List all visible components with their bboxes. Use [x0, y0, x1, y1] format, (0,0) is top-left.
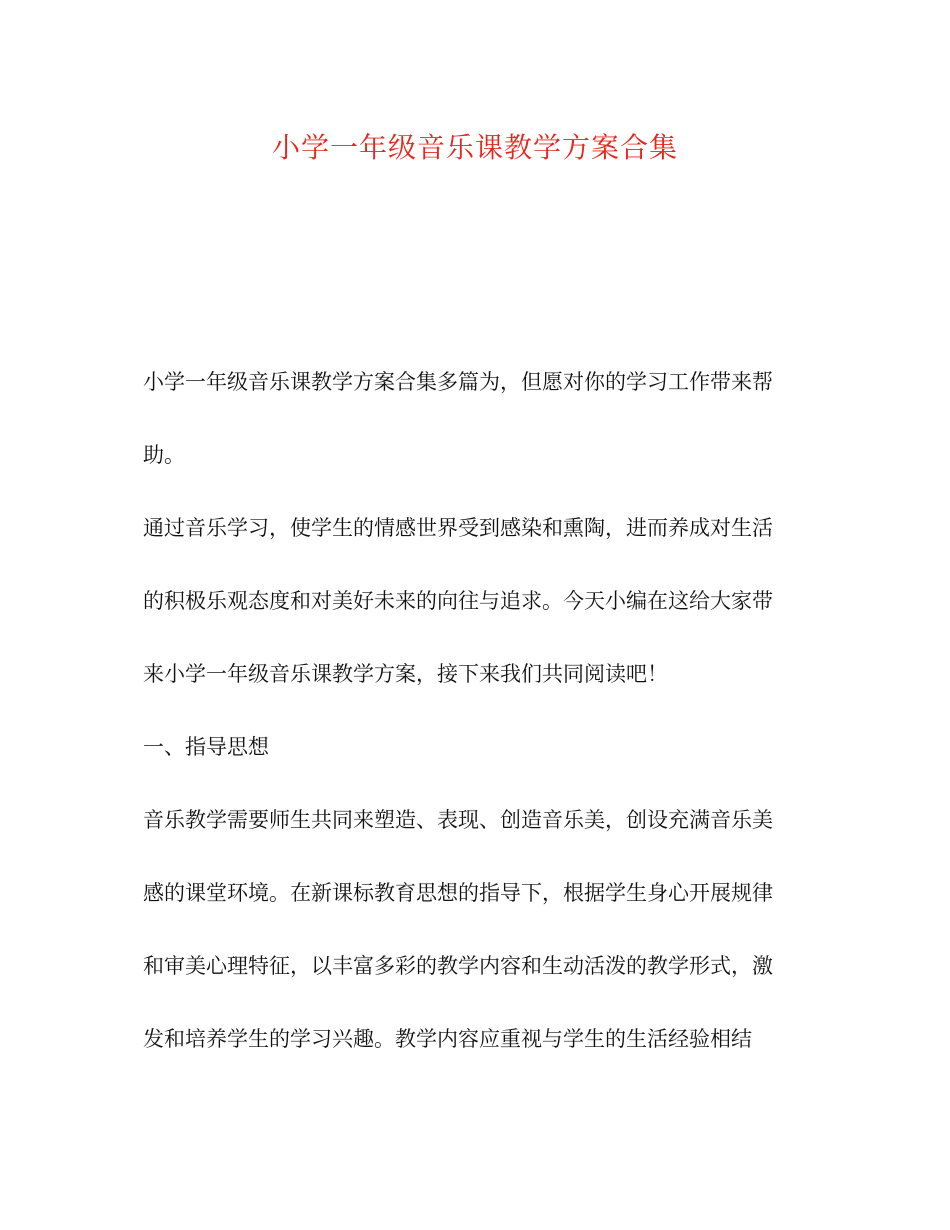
- paragraph-line: 来小学一年级音乐课教学方案，接下来我们共同阅读吧！: [143, 662, 668, 686]
- paragraph-line: 通过音乐学习，使学生的情感世界受到感染和熏陶，进而养成对生活: [143, 516, 773, 540]
- paragraph-line: 感的课堂环境。在新课标教育思想的指导下，根据学生身心开展规律: [143, 881, 773, 905]
- paragraph-line: 的积极乐观态度和对美好未来的向往与追求。今天小编在这给大家带: [143, 589, 773, 613]
- paragraph-line: 助。: [143, 443, 185, 467]
- paragraph-line: 和审美心理特征，以丰富多彩的教学内容和生动活泼的教学形式，激: [143, 954, 773, 978]
- document-body: [143, 346, 803, 1076]
- section-heading: 一、指导思想: [143, 735, 269, 759]
- paragraph-line: 小学一年级音乐课教学方案合集多篇为，但愿对你的学习工作带来帮: [143, 370, 773, 394]
- paragraph-line: 音乐教学需要师生共同来塑造、表现、创造音乐美，创设充满音乐美: [143, 808, 773, 832]
- document-title: 小学一年级音乐课教学方案合集: [271, 131, 678, 164]
- paragraph-line: 发和培养学生的学习兴趣。教学内容应重视与学生的生活经验相结: [143, 1027, 752, 1051]
